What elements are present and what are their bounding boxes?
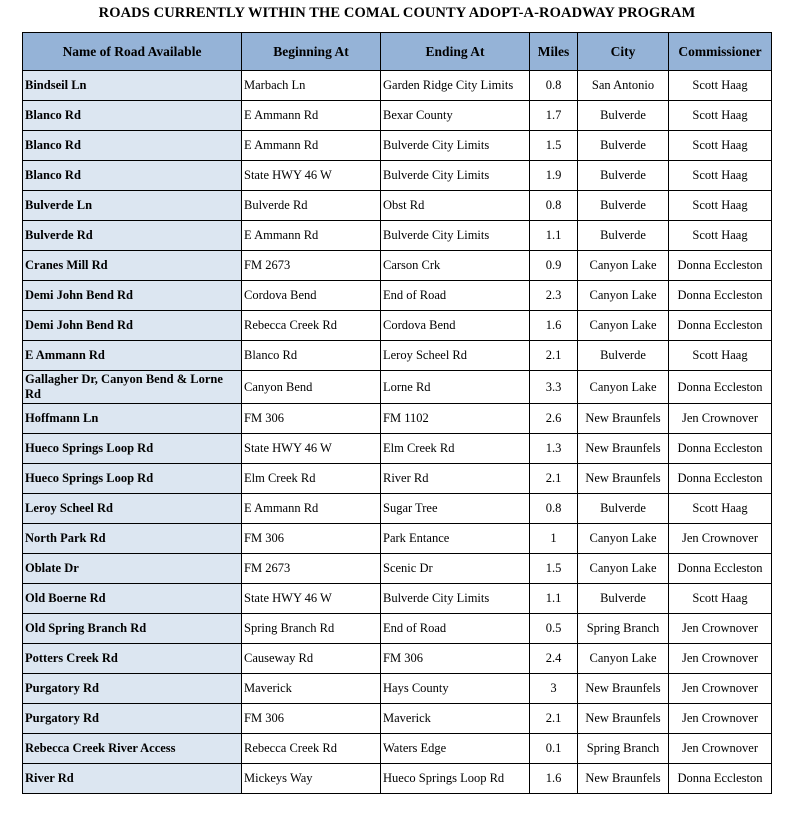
ending-at-cell: Waters Edge <box>381 734 530 764</box>
table-header-row <box>23 33 772 71</box>
road-name-cell: Bindseil Ln <box>23 71 242 101</box>
road-name-cell: Demi John Bend Rd <box>23 281 242 311</box>
commissioner-cell: Donna Eccleston <box>669 371 772 404</box>
ending-at-cell: Hueco Springs Loop Rd <box>381 764 530 794</box>
column-header-beginning-at: Beginning At <box>242 33 381 71</box>
beginning-at-cell: FM 2673 <box>242 251 381 281</box>
miles-cell: 2.1 <box>530 704 578 734</box>
commissioner-cell: Scott Haag <box>669 191 772 221</box>
ending-at-cell: Bulverde City Limits <box>381 161 530 191</box>
table-row <box>23 71 772 101</box>
road-name-cell: Old Spring Branch Rd <box>23 614 242 644</box>
commissioner-cell: Donna Eccleston <box>669 311 772 341</box>
ending-at-cell: Leroy Scheel Rd <box>381 341 530 371</box>
table-row <box>23 191 772 221</box>
beginning-at-cell: Blanco Rd <box>242 341 381 371</box>
miles-cell: 0.9 <box>530 251 578 281</box>
road-name-cell: Blanco Rd <box>23 131 242 161</box>
table-row <box>23 251 772 281</box>
miles-cell: 1.7 <box>530 101 578 131</box>
ending-at-cell: Obst Rd <box>381 191 530 221</box>
beginning-at-cell: Canyon Bend <box>242 371 381 404</box>
ending-at-cell: Elm Creek Rd <box>381 434 530 464</box>
commissioner-cell: Scott Haag <box>669 131 772 161</box>
city-cell: Canyon Lake <box>578 644 669 674</box>
ending-at-cell: Scenic Dr <box>381 554 530 584</box>
commissioner-cell: Scott Haag <box>669 341 772 371</box>
road-name-cell: Purgatory Rd <box>23 704 242 734</box>
ending-at-cell: End of Road <box>381 614 530 644</box>
city-cell: Spring Branch <box>578 734 669 764</box>
table-row <box>23 404 772 434</box>
commissioner-cell: Donna Eccleston <box>669 434 772 464</box>
beginning-at-cell: Maverick <box>242 674 381 704</box>
table-body <box>23 71 772 794</box>
commissioner-cell: Jen Crownover <box>669 524 772 554</box>
beginning-at-cell: Elm Creek Rd <box>242 464 381 494</box>
miles-cell: 3 <box>530 674 578 704</box>
ending-at-cell: Maverick <box>381 704 530 734</box>
miles-cell: 2.3 <box>530 281 578 311</box>
table-row <box>23 584 772 614</box>
city-cell: Bulverde <box>578 494 669 524</box>
ending-at-cell: Lorne Rd <box>381 371 530 404</box>
ending-at-cell: Cordova Bend <box>381 311 530 341</box>
city-cell: Canyon Lake <box>578 251 669 281</box>
beginning-at-cell: Spring Branch Rd <box>242 614 381 644</box>
commissioner-cell: Donna Eccleston <box>669 464 772 494</box>
city-cell: New Braunfels <box>578 674 669 704</box>
commissioner-cell: Scott Haag <box>669 584 772 614</box>
column-header-commissioner: Commissioner <box>669 33 772 71</box>
table-row <box>23 311 772 341</box>
city-cell: Bulverde <box>578 191 669 221</box>
commissioner-cell: Scott Haag <box>669 101 772 131</box>
page-title: ROADS CURRENTLY WITHIN THE COMAL COUNTY ADOPT-A-ROADWAY PROGRAM <box>98 5 696 21</box>
road-name-cell: Rebecca Creek River Access <box>23 734 242 764</box>
road-name-cell: Cranes Mill Rd <box>23 251 242 281</box>
miles-cell: 2.1 <box>530 341 578 371</box>
beginning-at-cell: Cordova Bend <box>242 281 381 311</box>
miles-cell: 1.1 <box>530 221 578 251</box>
beginning-at-cell: E Ammann Rd <box>242 101 381 131</box>
table-row <box>23 614 772 644</box>
ending-at-cell: Garden Ridge City Limits <box>381 71 530 101</box>
table-row <box>23 524 772 554</box>
city-cell: Canyon Lake <box>578 371 669 404</box>
commissioner-cell: Jen Crownover <box>669 644 772 674</box>
table-row <box>23 434 772 464</box>
table-row <box>23 704 772 734</box>
ending-at-cell: Bulverde City Limits <box>381 221 530 251</box>
road-name-cell: Blanco Rd <box>23 101 242 131</box>
road-name-cell: Hoffmann Ln <box>23 404 242 434</box>
road-name-cell: Leroy Scheel Rd <box>23 494 242 524</box>
city-cell: Bulverde <box>578 221 669 251</box>
miles-cell: 2.6 <box>530 404 578 434</box>
column-header-miles: Miles <box>530 33 578 71</box>
road-name-cell: Old Boerne Rd <box>23 584 242 614</box>
table-row <box>23 734 772 764</box>
miles-cell: 0.5 <box>530 614 578 644</box>
beginning-at-cell: FM 306 <box>242 524 381 554</box>
miles-cell: 0.8 <box>530 71 578 101</box>
miles-cell: 1.5 <box>530 554 578 584</box>
road-name-cell: North Park Rd <box>23 524 242 554</box>
table-row <box>23 221 772 251</box>
beginning-at-cell: Bulverde Rd <box>242 191 381 221</box>
beginning-at-cell: Causeway Rd <box>242 644 381 674</box>
road-name-cell: Gallagher Dr, Canyon Bend & Lorne Rd <box>23 371 242 404</box>
ending-at-cell: River Rd <box>381 464 530 494</box>
beginning-at-cell: FM 306 <box>242 404 381 434</box>
commissioner-cell: Donna Eccleston <box>669 764 772 794</box>
road-name-cell: Blanco Rd <box>23 161 242 191</box>
beginning-at-cell: FM 2673 <box>242 554 381 584</box>
ending-at-cell: Bulverde City Limits <box>381 131 530 161</box>
beginning-at-cell: Rebecca Creek Rd <box>242 311 381 341</box>
beginning-at-cell: Mickeys Way <box>242 764 381 794</box>
city-cell: Bulverde <box>578 161 669 191</box>
table-row <box>23 281 772 311</box>
beginning-at-cell: FM 306 <box>242 704 381 734</box>
ending-at-cell: Sugar Tree <box>381 494 530 524</box>
road-name-cell: Purgatory Rd <box>23 674 242 704</box>
table-row <box>23 764 772 794</box>
city-cell: Bulverde <box>578 584 669 614</box>
beginning-at-cell: State HWY 46 W <box>242 161 381 191</box>
road-name-cell: E Ammann Rd <box>23 341 242 371</box>
miles-cell: 2.4 <box>530 644 578 674</box>
ending-at-cell: FM 1102 <box>381 404 530 434</box>
road-name-cell: River Rd <box>23 764 242 794</box>
city-cell: San Antonio <box>578 71 669 101</box>
table-row <box>23 161 772 191</box>
ending-at-cell: Carson Crk <box>381 251 530 281</box>
city-cell: Canyon Lake <box>578 554 669 584</box>
column-header-ending-at: Ending At <box>381 33 530 71</box>
table-row <box>23 341 772 371</box>
city-cell: New Braunfels <box>578 464 669 494</box>
road-name-cell: Bulverde Rd <box>23 221 242 251</box>
beginning-at-cell: Marbach Ln <box>242 71 381 101</box>
city-cell: Spring Branch <box>578 614 669 644</box>
city-cell: Canyon Lake <box>578 524 669 554</box>
road-name-cell: Bulverde Ln <box>23 191 242 221</box>
commissioner-cell: Scott Haag <box>669 221 772 251</box>
beginning-at-cell: Rebecca Creek Rd <box>242 734 381 764</box>
miles-cell: 1.6 <box>530 764 578 794</box>
commissioner-cell: Jen Crownover <box>669 614 772 644</box>
table-row <box>23 131 772 161</box>
city-cell: New Braunfels <box>578 704 669 734</box>
beginning-at-cell: State HWY 46 W <box>242 584 381 614</box>
table-row <box>23 674 772 704</box>
miles-cell: 1 <box>530 524 578 554</box>
city-cell: Bulverde <box>578 341 669 371</box>
city-cell: Canyon Lake <box>578 281 669 311</box>
table-row <box>23 554 772 584</box>
commissioner-cell: Jen Crownover <box>669 704 772 734</box>
miles-cell: 1.3 <box>530 434 578 464</box>
column-header-road-name: Name of Road Available <box>23 33 242 71</box>
city-cell: Bulverde <box>578 101 669 131</box>
beginning-at-cell: E Ammann Rd <box>242 131 381 161</box>
ending-at-cell: Park Entance <box>381 524 530 554</box>
city-cell: Bulverde <box>578 131 669 161</box>
beginning-at-cell: State HWY 46 W <box>242 434 381 464</box>
city-cell: Canyon Lake <box>578 311 669 341</box>
roads-table <box>22 32 772 794</box>
miles-cell: 1.9 <box>530 161 578 191</box>
table-row <box>23 371 772 404</box>
miles-cell: 1.1 <box>530 584 578 614</box>
commissioner-cell: Donna Eccleston <box>669 281 772 311</box>
city-cell: New Braunfels <box>578 434 669 464</box>
miles-cell: 3.3 <box>530 371 578 404</box>
commissioner-cell: Scott Haag <box>669 494 772 524</box>
ending-at-cell: Hays County <box>381 674 530 704</box>
road-name-cell: Potters Creek Rd <box>23 644 242 674</box>
beginning-at-cell: E Ammann Rd <box>242 494 381 524</box>
miles-cell: 0.8 <box>530 191 578 221</box>
commissioner-cell: Jen Crownover <box>669 404 772 434</box>
miles-cell: 2.1 <box>530 464 578 494</box>
miles-cell: 0.1 <box>530 734 578 764</box>
commissioner-cell: Jen Crownover <box>669 674 772 704</box>
commissioner-cell: Scott Haag <box>669 71 772 101</box>
ending-at-cell: FM 306 <box>381 644 530 674</box>
column-header-city: City <box>578 33 669 71</box>
miles-cell: 1.6 <box>530 311 578 341</box>
commissioner-cell: Scott Haag <box>669 161 772 191</box>
commissioner-cell: Jen Crownover <box>669 734 772 764</box>
road-name-cell: Oblate Dr <box>23 554 242 584</box>
commissioner-cell: Donna Eccleston <box>669 554 772 584</box>
ending-at-cell: End of Road <box>381 281 530 311</box>
city-cell: New Braunfels <box>578 764 669 794</box>
table-row <box>23 101 772 131</box>
table-row <box>23 644 772 674</box>
table-row <box>23 464 772 494</box>
road-name-cell: Hueco Springs Loop Rd <box>23 464 242 494</box>
table-row <box>23 494 772 524</box>
beginning-at-cell: E Ammann Rd <box>242 221 381 251</box>
road-name-cell: Demi John Bend Rd <box>23 311 242 341</box>
commissioner-cell: Donna Eccleston <box>669 251 772 281</box>
ending-at-cell: Bexar County <box>381 101 530 131</box>
road-name-cell: Hueco Springs Loop Rd <box>23 434 242 464</box>
ending-at-cell: Bulverde City Limits <box>381 584 530 614</box>
city-cell: New Braunfels <box>578 404 669 434</box>
miles-cell: 1.5 <box>530 131 578 161</box>
miles-cell: 0.8 <box>530 494 578 524</box>
